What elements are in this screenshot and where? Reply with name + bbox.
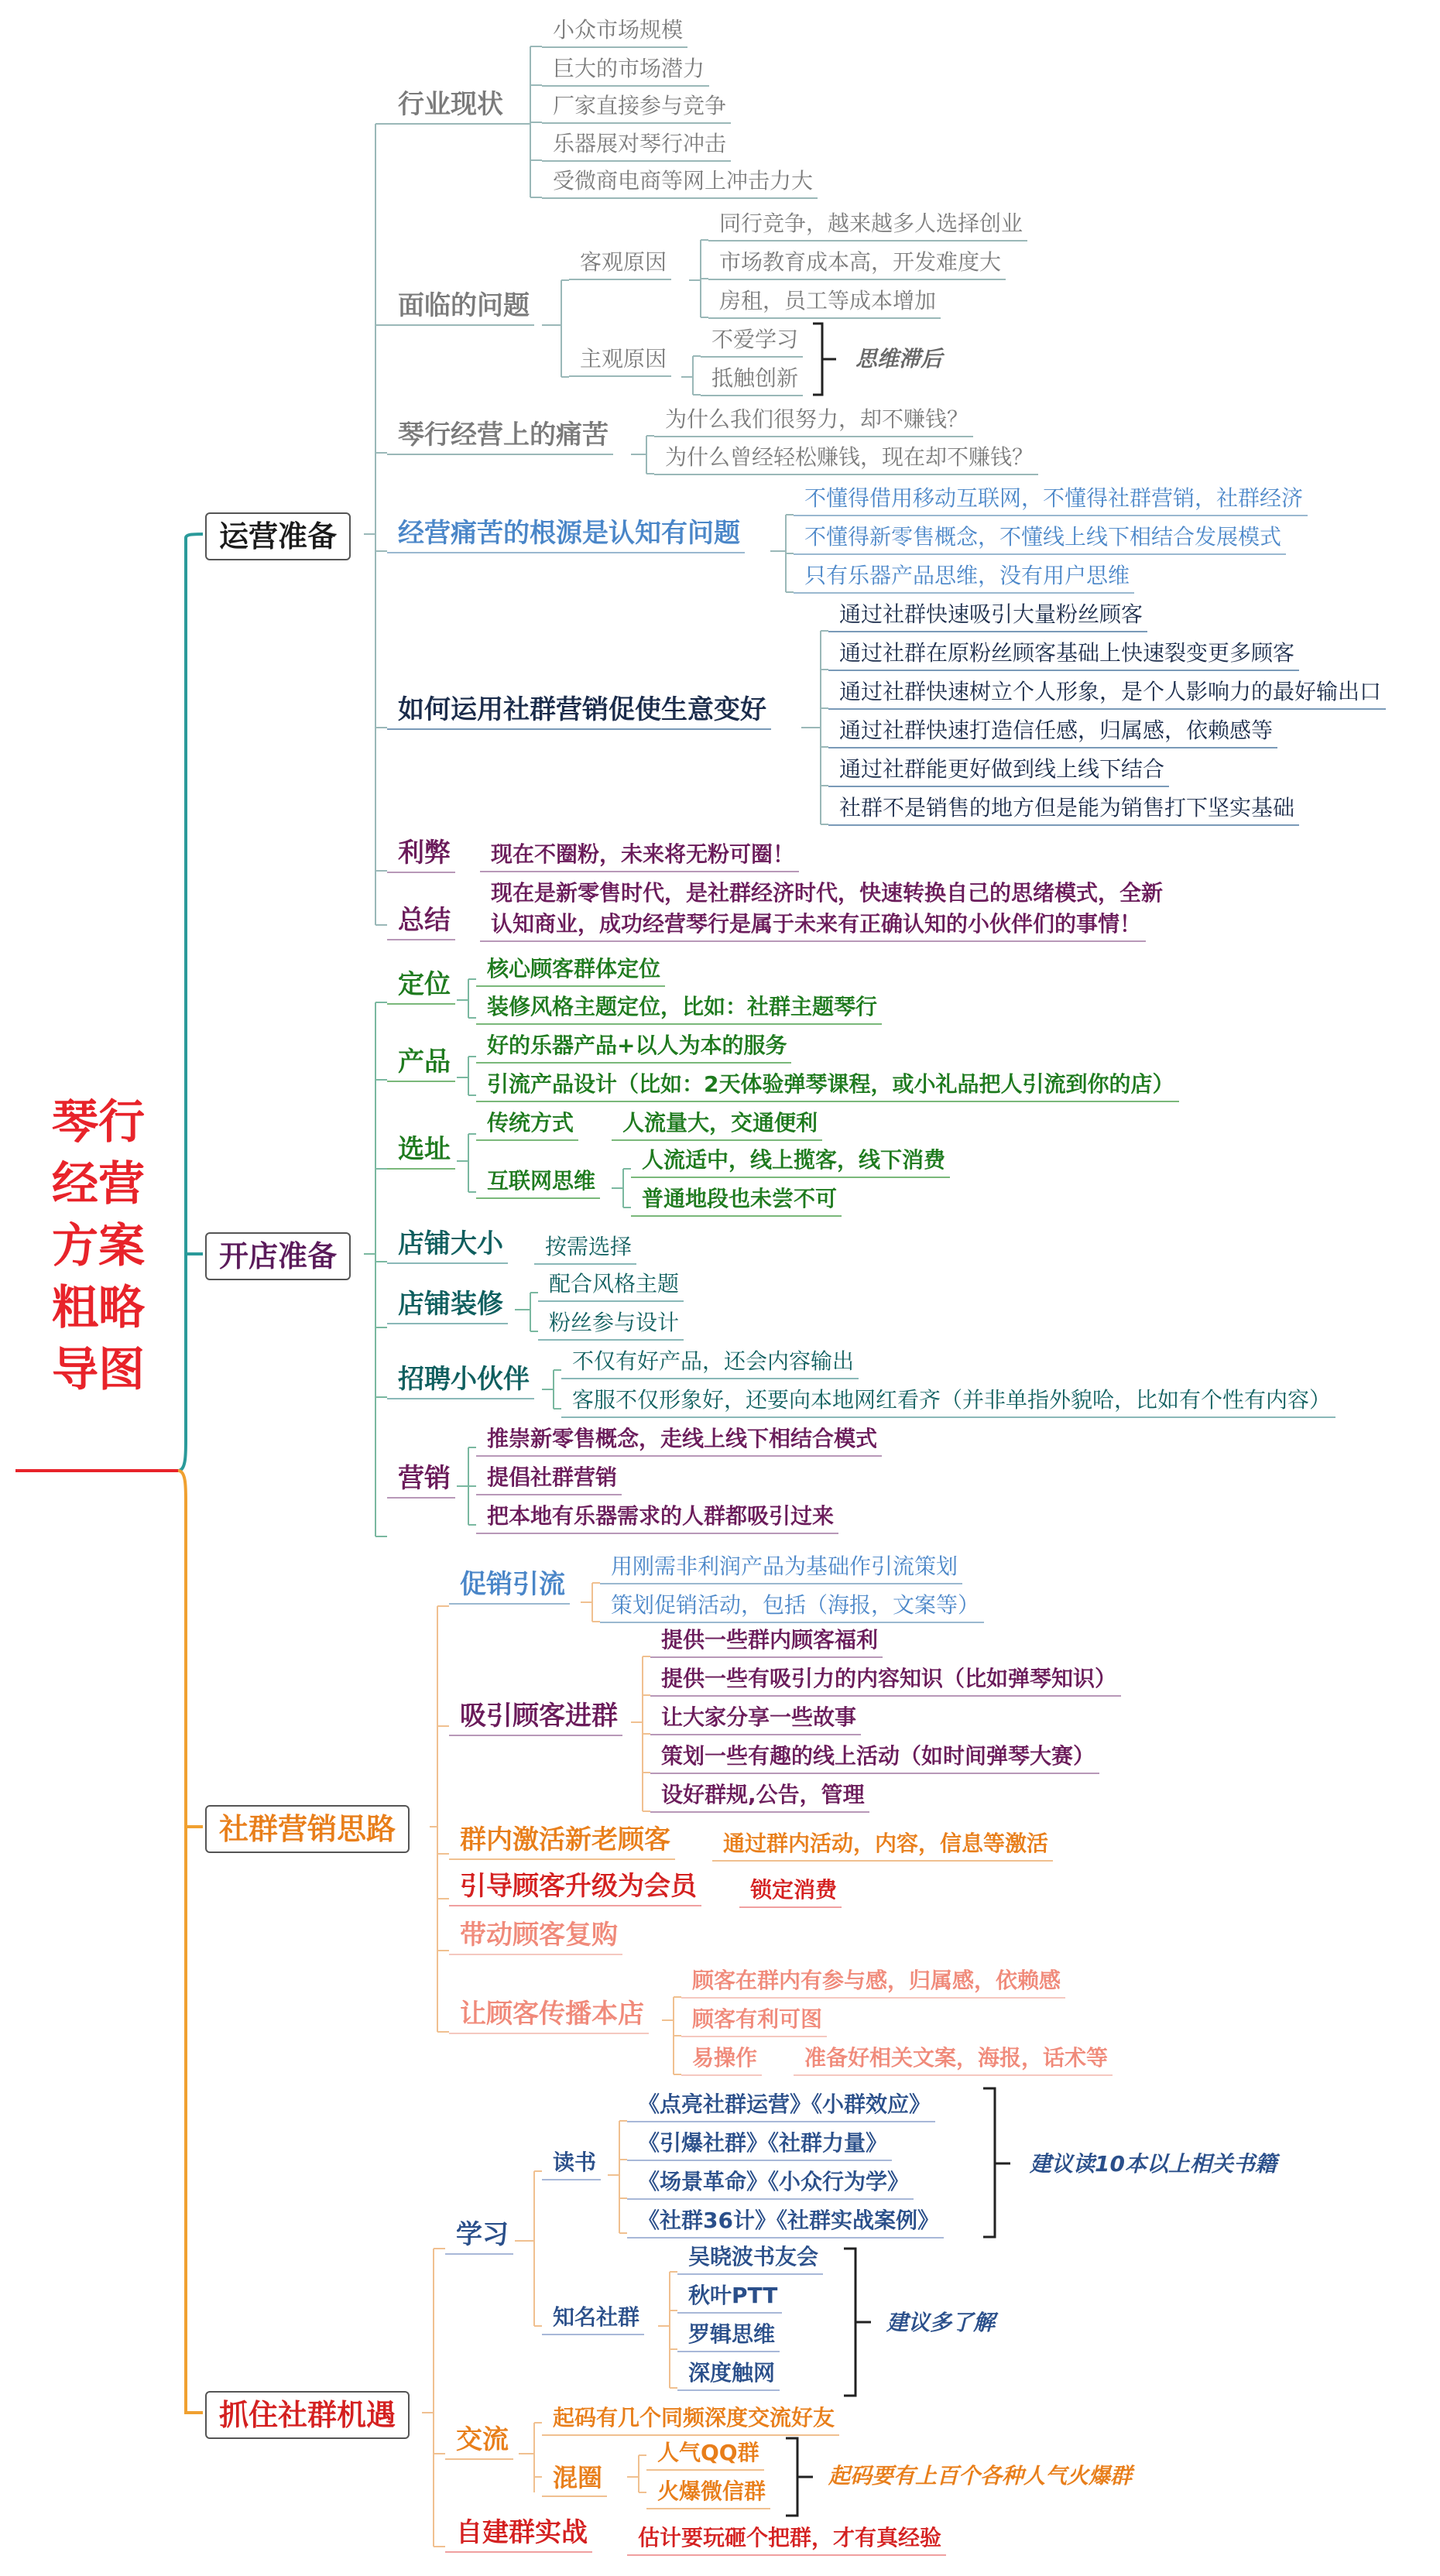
- industry-item: 小众市场规模: [542, 19, 687, 48]
- attract-item: 让大家分享一些故事: [650, 1707, 861, 1735]
- product[interactable]: 产品: [387, 1049, 455, 1082]
- how-item: 社群不是销售的地方但是能为销售打下坚实基础: [828, 797, 1299, 826]
- marketing-item: 把本地有乐器需求的人群都吸引过来: [476, 1506, 838, 1534]
- objective-item: 同行竞争，越来越多人选择创业: [708, 213, 1027, 242]
- industry-item: 乐器展对琴行冲击: [542, 133, 731, 162]
- marketing-item: 推崇新零售概念，走线上线下相结合模式: [476, 1428, 882, 1457]
- mingle-groups[interactable]: 混圈: [542, 2465, 607, 2497]
- attract-item: 提供一些群内顾客福利: [650, 1629, 883, 1658]
- how-item: 通过社群能更好做到线上线下结合: [828, 759, 1169, 787]
- promo-item: 用刚需非利润产品为基础作引流策划: [600, 1556, 962, 1584]
- book-item: 《引爆社群》《社群力量》: [627, 2132, 892, 2161]
- site-internet[interactable]: 互联网思维: [476, 1170, 600, 1199]
- root-cause[interactable]: 经营痛苦的根源是认知有问题: [387, 520, 745, 553]
- subjective-reasons[interactable]: 主观原因: [569, 348, 671, 377]
- product-item: 好的乐器产品+以人为本的服务: [476, 1035, 791, 1064]
- site-internet-item: 普通地段也未尝不可: [631, 1188, 842, 1217]
- summary-line: 认知商业，成功经营琴行是属于未来有正确认知的小伙伴们的事情！: [480, 913, 1146, 942]
- subjective-item: 不爱学习: [701, 329, 803, 358]
- shop-size[interactable]: 店铺大小: [387, 1231, 508, 1264]
- how-item: 通过社群快速吸引大量粉丝顾客: [828, 604, 1147, 632]
- positioning-item: 装修风格主题定位，比如：社群主题琴行: [476, 996, 882, 1025]
- community-item: 罗辑思维: [677, 2324, 780, 2352]
- upgrade-text: 锁定消费: [739, 1879, 842, 1908]
- summary[interactable]: 总结: [387, 907, 455, 940]
- how-community[interactable]: 如何运用社群营销促使生意变好: [387, 697, 771, 730]
- site-internet-item: 人流适中，线上揽客，线下消费: [631, 1149, 950, 1178]
- root-line: 粗略: [52, 1281, 145, 1335]
- mingle-note: 起码要有上百个各种人气火爆群: [828, 2463, 1133, 2489]
- community-item: 吴晓波书友会: [677, 2246, 823, 2275]
- attract-item: 策划一些有趣的线上活动（如时间弹琴大赛）: [650, 1745, 1099, 1774]
- root-line: 方案: [52, 1219, 145, 1273]
- spread-easy[interactable]: 易操作: [681, 2047, 762, 2076]
- attract-item: 设好群规,公告，管理: [650, 1784, 869, 1813]
- how-item: 通过社群快速树立个人形象，是个人影响力的最好输出口: [828, 681, 1386, 710]
- site-traditional-text: 人流量大，交通便利: [612, 1112, 822, 1141]
- industry-status[interactable]: 行业现状: [387, 91, 508, 125]
- industry-item: 厂家直接参与竞争: [542, 95, 731, 124]
- learning[interactable]: 学习: [445, 2221, 513, 2255]
- marketing-item: 提倡社群营销: [476, 1467, 622, 1495]
- root-title: [17, 1091, 180, 1401]
- problems[interactable]: 面临的问题: [387, 293, 534, 326]
- communities-note: 建议多了解: [886, 2310, 996, 2335]
- own-group-text: 估计要玩砸个把群，才有真经验: [627, 2527, 946, 2556]
- book-item: 《点亮社群运营》《小群效应》: [627, 2094, 935, 2122]
- root-cause-item: 只有乐器产品思维，没有用户思维: [794, 565, 1134, 594]
- product-item: 引流产品设计（比如：2天体验弹琴课程，或小礼品把人引流到你的店）: [476, 1074, 1179, 1102]
- spread-shop[interactable]: 让顾客传播本店: [449, 2001, 649, 2034]
- activate-text: 通过群内活动，内容，信息等激活: [712, 1833, 1053, 1862]
- exchange-text: 起码有几个同频深度交流好友: [542, 2407, 839, 2436]
- root-line: 琴行: [52, 1095, 145, 1149]
- how-item: 通过社群快速打造信任感，归属感，依赖感等: [828, 720, 1277, 748]
- summary-line: 现在是新零售时代，是社群经济时代，快速转换自己的思绪模式，全新: [491, 880, 1164, 906]
- how-item: 通过社群在原粉丝顾客基础上快速裂变更多顾客: [828, 642, 1299, 671]
- pros-cons-text: 现在不圈粉，未来将无粉可圈！: [480, 844, 799, 872]
- exchange[interactable]: 交流: [445, 2427, 513, 2460]
- mingle-item: 人气QQ群: [646, 2442, 764, 2471]
- shop-decoration[interactable]: 店铺装修: [387, 1291, 508, 1324]
- spread-item: 顾客有利可图: [681, 2009, 827, 2037]
- positioning-item: 核心顾客群体定位: [476, 958, 665, 987]
- objective-reasons[interactable]: 客观原因: [569, 252, 671, 280]
- pain-item: 为什么曾经轻松赚钱，现在却不赚钱？: [654, 447, 1038, 475]
- decoration-item: 配合风格主题: [538, 1273, 684, 1302]
- branch-seize-opportunity[interactable]: 抓住社群机遇: [205, 2391, 410, 2439]
- branch-operations[interactable]: 运营准备: [205, 512, 351, 560]
- hiring[interactable]: 招聘小伙伴: [387, 1366, 534, 1399]
- branch-shop-prep[interactable]: 开店准备: [205, 1232, 351, 1280]
- promo-traffic[interactable]: 促销引流: [449, 1571, 570, 1605]
- hiring-item: 客服不仅形象好，还要向本地网红看齐（并非单指外貌哈，比如有个性有内容）: [561, 1389, 1335, 1418]
- shop-size-text: 按需选择: [534, 1236, 636, 1265]
- attract-customers[interactable]: 吸引顾客进群: [449, 1703, 622, 1736]
- mingle-item: 火爆微信群: [646, 2481, 770, 2509]
- subjective-note: 思维滞后: [855, 346, 943, 372]
- objective-item: 房租，员工等成本增加: [708, 290, 941, 319]
- pain-item: 为什么我们很努力，却不赚钱？: [654, 409, 973, 437]
- positioning[interactable]: 定位: [387, 971, 455, 1005]
- marketing[interactable]: 营销: [387, 1465, 455, 1499]
- reading[interactable]: 读书: [542, 2152, 601, 2180]
- community-item: 深度触网: [677, 2362, 780, 2391]
- subjective-item: 抵触创新: [701, 368, 803, 396]
- industry-item: 受微商电商等网上冲击力大: [542, 170, 818, 199]
- famous-communities[interactable]: 知名社群: [542, 2307, 644, 2335]
- site-traditional[interactable]: 传统方式: [476, 1112, 578, 1141]
- hiring-item: 不仅有好产品，还会内容输出: [561, 1351, 859, 1379]
- promo-item: 策划促销活动，包括（海报，文案等）: [600, 1595, 984, 1623]
- book-item: 《社群36计》《社群实战案例》: [627, 2210, 944, 2239]
- own-group-practice[interactable]: 自建群实战: [445, 2519, 592, 2553]
- industry-item: 巨大的市场潜力: [542, 58, 709, 87]
- pain-points[interactable]: 琴行经营上的痛苦: [387, 422, 613, 455]
- root-line: 经营: [52, 1157, 145, 1211]
- root-line: 导图: [52, 1343, 145, 1397]
- activate-customers[interactable]: 群内激活新老顾客: [449, 1827, 675, 1860]
- upgrade-member[interactable]: 引导顾客升级为会员: [449, 1873, 701, 1906]
- branch-community-marketing[interactable]: 社群营销思路: [205, 1805, 410, 1853]
- repurchase[interactable]: 带动顾客复购: [449, 1922, 622, 1955]
- decoration-item: 粉丝参与设计: [538, 1312, 684, 1341]
- root-cause-item: 不懂得新零售概念，不懂线上线下相结合发展模式: [794, 526, 1286, 555]
- attract-item: 提供一些有吸引力的内容知识（比如弹琴知识）: [650, 1668, 1121, 1697]
- pros-cons[interactable]: 利弊: [387, 840, 455, 873]
- objective-item: 市场教育成本高，开发难度大: [708, 252, 1006, 280]
- root-cause-item: 不懂得借用移动互联网，不懂得社群营销，社群经济: [794, 488, 1308, 516]
- spread-easy-text: 准备好相关文案，海报，话术等: [794, 2047, 1113, 2076]
- site-selection[interactable]: 选址: [387, 1136, 455, 1170]
- community-item: 秋叶PTT: [677, 2285, 782, 2314]
- reading-note: 建议读10本以上相关书籍: [1030, 2151, 1277, 2177]
- book-item: 《场景革命》《小众行为学》: [627, 2171, 914, 2200]
- spread-item: 顾客在群内有参与感，归属感，依赖感: [681, 1970, 1065, 1999]
